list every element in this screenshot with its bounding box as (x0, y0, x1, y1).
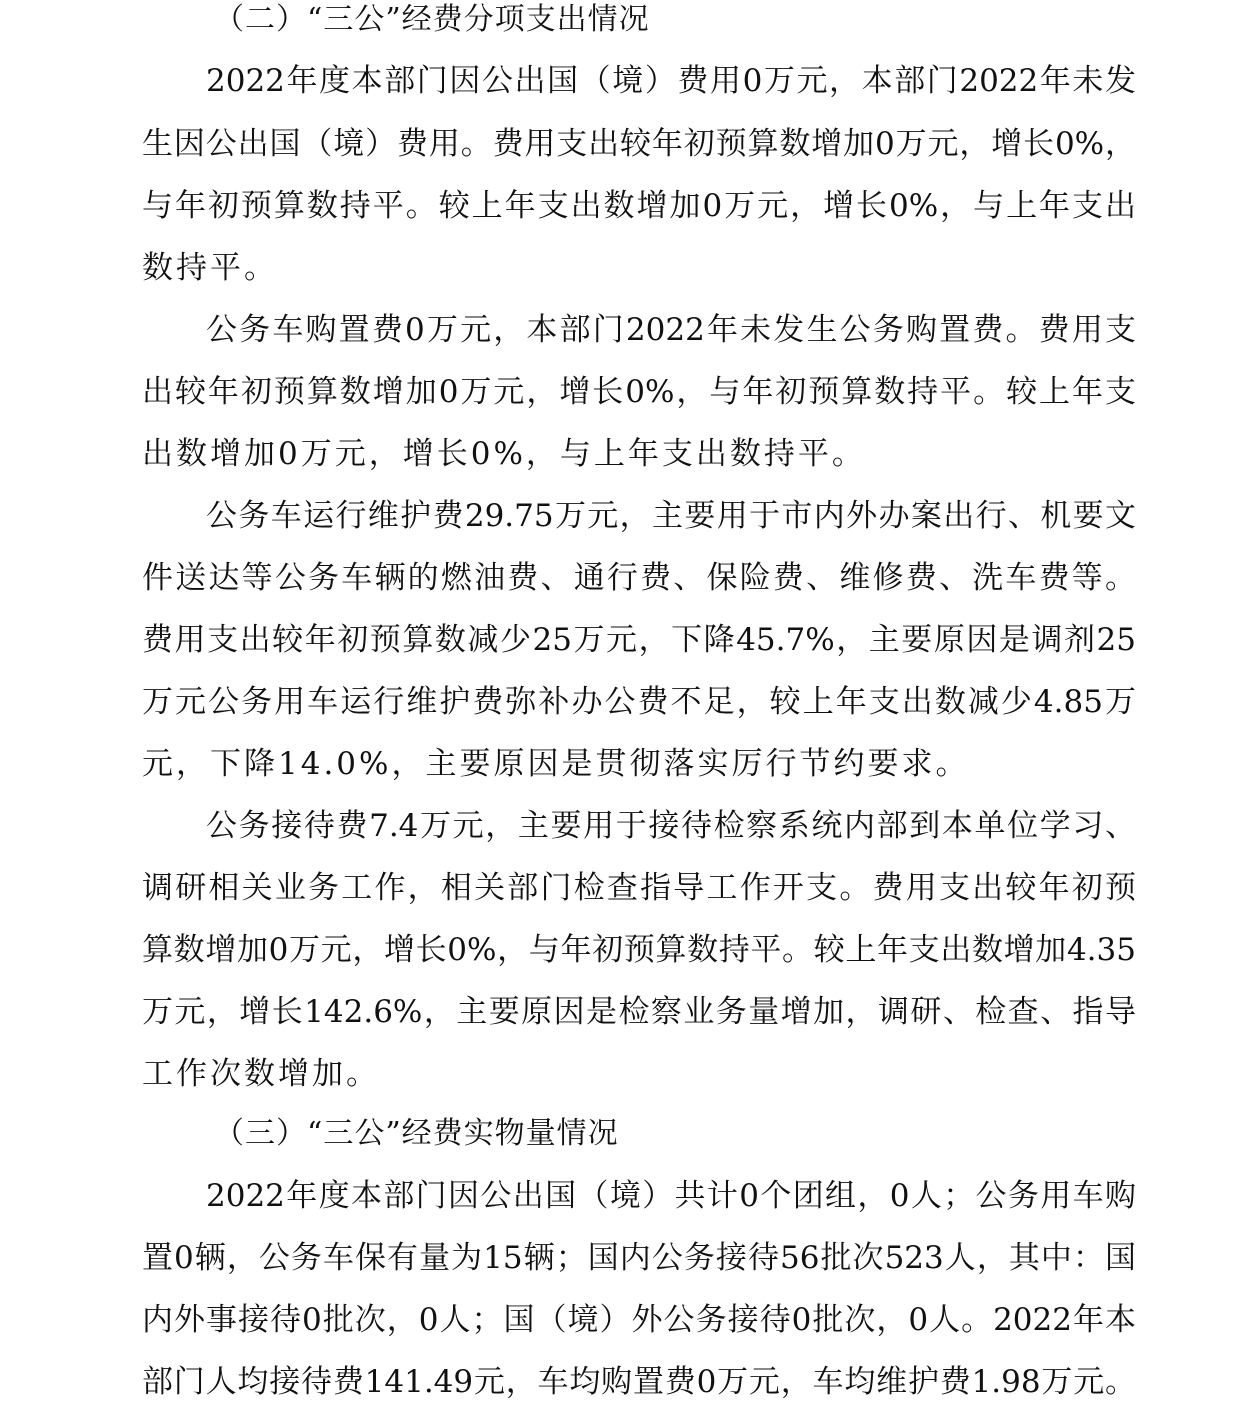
para-reception-line-5: 工作次数增加。 (142, 1056, 380, 1092)
para-quantities-line-1: 2022年度本部门因公出国（境）共计0个团组，0人；公务用车购 (206, 1178, 1136, 1214)
para-overseas-line-2: 生因公出国（境）费用。费用支出较年初预算数增加0万元，增长0%， (142, 126, 1136, 162)
para-vehicle-purchase-line-3: 出数增加0万元，增长0%，与上年支出数持平。 (142, 436, 866, 472)
para-vehicle-purchase-line-2: 出较年初预算数增加0万元，增长0%，与年初预算数持平。较上年支 (142, 374, 1136, 410)
para-quantities-line-4: 部门人均接待费141.49元，车均购置费0万元，车均维护费1.98万元。 (142, 1364, 1136, 1400)
para-quantities-line-3: 内外事接待0批次，0人；国（境）外公务接待0批次，0人。2022年本 (142, 1302, 1136, 1338)
para-vehicle-maintenance-line-3: 费用支出较年初预算数减少25万元，下降45.7%，主要原因是调剂25 (142, 622, 1136, 658)
para-overseas-line-1: 2022年度本部门因公出国（境）费用0万元，本部门2022年未发 (206, 63, 1136, 99)
para-vehicle-maintenance-line-4: 万元公务用车运行维护费弥补办公费不足，较上年支出数减少4.85万 (142, 684, 1136, 720)
para-reception-line-2: 调研相关业务工作，相关部门检查指导工作开支。费用支出较年初预 (142, 870, 1136, 906)
para-vehicle-maintenance-line-5: 元，下降14.0%，主要原因是贯彻落实厉行节约要求。 (142, 746, 970, 782)
para-overseas-line-3: 与年初预算数持平。较上年支出数增加0万元，增长0%，与上年支出 (142, 188, 1136, 224)
para-reception-line-1: 公务接待费7.4万元，主要用于接待检察系统内部到本单位学习、 (206, 808, 1136, 844)
para-quantities-line-2: 置0辆，公务车保有量为15辆；国内公务接待56批次523人，其中：国 (142, 1240, 1136, 1276)
para-reception-line-4: 万元，增长142.6%，主要原因是检察业务量增加，调研、检查、指导 (142, 994, 1136, 1030)
para-vehicle-purchase-line-1: 公务车购置费0万元，本部门2022年未发生公务购置费。费用支 (206, 312, 1136, 348)
para-vehicle-maintenance-line-2: 件送达等公务车辆的燃油费、通行费、保险费、维修费、洗车费等。 (142, 560, 1136, 596)
para-vehicle-maintenance-line-1: 公务车运行维护费29.75万元，主要用于市内外办案出行、机要文 (206, 498, 1136, 534)
section-heading-3: （三）“三公”经费实物量情况 (214, 1116, 619, 1151)
section-heading-2: （二）“三公”经费分项支出情况 (214, 2, 650, 37)
para-reception-line-3: 算数增加0万元，增长0%，与年初预算数持平。较上年支出数增加4.35 (142, 932, 1136, 968)
para-overseas-line-4: 数持平。 (142, 250, 278, 286)
